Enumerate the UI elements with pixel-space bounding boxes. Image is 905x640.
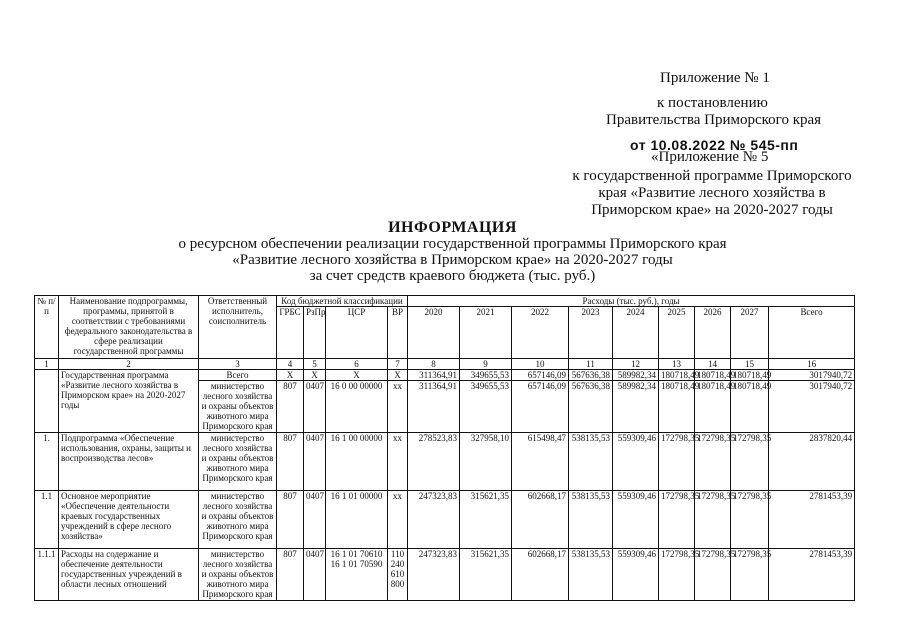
doc-subtitle-1: о ресурсном обеспечении реализации государственной программы Приморского края: [178, 236, 727, 252]
col-resp-header: Ответственный исполнитель, соисполнитель: [199, 296, 277, 359]
value-cell: 602668,17: [512, 549, 569, 601]
row-name: Государственная программа «Развитие лесного хозяйства в Приморском крае» на 2020-2027 годы: [59, 370, 199, 433]
row-grbs: 807: [277, 381, 304, 433]
colnum-cell: 14: [695, 359, 731, 370]
year-header: 2020: [408, 307, 460, 359]
value-cell: 172798,35: [731, 549, 769, 601]
row-rzpr: 0407: [304, 381, 326, 433]
col-csr-header: ЦСР: [326, 307, 388, 359]
year-header: 2026: [695, 307, 731, 359]
row-grbs: X: [277, 370, 304, 381]
program-line-3: Приморском крае» на 2020-2027 годы: [591, 202, 833, 218]
value-cell: 589982,34: [613, 381, 659, 433]
colnum-cell: 3: [199, 359, 277, 370]
col-vr-header: ВР: [388, 307, 408, 359]
row-vr: X: [388, 370, 408, 381]
row-resp: Всего: [199, 370, 277, 381]
resource-table: [34, 295, 855, 601]
value-cell: 559309,46: [613, 433, 659, 491]
value-cell: 349655,53: [460, 370, 512, 381]
value-cell: 180718,49: [695, 381, 731, 433]
year-header: 2021: [460, 307, 512, 359]
value-cell: 538135,53: [569, 433, 613, 491]
row-num: [35, 370, 59, 433]
year-header: 2024: [613, 307, 659, 359]
value-cell: 180718,49: [695, 370, 731, 381]
row-num: 1.: [35, 433, 59, 491]
doc-title-main: ИНФОРМАЦИЯ: [388, 219, 517, 236]
government-label: Правительства Приморского края: [606, 112, 822, 128]
value-cell: 538135,53: [569, 549, 613, 601]
row-csr: 16 1 01 70610 16 1 01 70590: [326, 549, 388, 601]
header-row-1: [35, 296, 855, 307]
value-cell: 315621,35: [460, 491, 512, 549]
row-name: Расходы на содержание и обеспечение деятельности государственных учреждений в области лесных отношений: [59, 549, 199, 601]
row-vr: хх: [388, 491, 408, 549]
row-csr: 16 1 01 00000: [326, 491, 388, 549]
value-cell: 172798,35: [659, 491, 695, 549]
value-cell: 311364,91: [408, 381, 460, 433]
date-stamp: от 10.08.2022 № 545-пп: [630, 137, 799, 153]
row-grbs: 807: [277, 433, 304, 491]
table-row: [35, 433, 855, 491]
row-resp: министерство лесного хозяйства и охраны объектов животного мира Приморского края: [199, 549, 277, 601]
total-cell: 3017940,72: [769, 370, 855, 381]
resolution-label: к постановлению: [657, 95, 768, 111]
row-rzpr: 0407: [304, 549, 326, 601]
row-num: 1.1: [35, 491, 59, 549]
value-cell: 315621,35: [460, 549, 512, 601]
value-cell: 327958,10: [460, 433, 512, 491]
value-cell: 589982,34: [613, 370, 659, 381]
table-row: [35, 549, 855, 601]
colnum-cell: 11: [569, 359, 613, 370]
colnum-cell: 15: [731, 359, 769, 370]
value-cell: 602668,17: [512, 491, 569, 549]
colnum-row: [35, 359, 855, 370]
colnum-cell: 9: [460, 359, 512, 370]
value-cell: 180718,49: [659, 370, 695, 381]
colnum-cell: 8: [408, 359, 460, 370]
appendix5-label: «Приложение № 5: [651, 149, 769, 165]
total-cell: 2781453,39: [769, 549, 855, 601]
colnum-cell: 12: [613, 359, 659, 370]
row-grbs: 807: [277, 549, 304, 601]
row-rzpr: X: [304, 370, 326, 381]
value-cell: 559309,46: [613, 549, 659, 601]
col-code-header: Код бюджетной классификации: [277, 296, 408, 307]
col-num-header: № п/п: [35, 296, 59, 359]
year-header: 2023: [569, 307, 613, 359]
row-csr: X: [326, 370, 388, 381]
row-rzpr: 0407: [304, 491, 326, 549]
colnum-cell: 10: [512, 359, 569, 370]
row-resp: министерство лесного хозяйства и охраны объектов животного мира Приморского края: [199, 381, 277, 433]
value-cell: 349655,53: [460, 381, 512, 433]
table-row: [35, 370, 855, 381]
row-vr: хх: [388, 381, 408, 433]
value-cell: 180718,49: [731, 381, 769, 433]
row-vr: 110 240 610 800: [388, 549, 408, 601]
total-cell: 3017940,72: [769, 381, 855, 433]
total-cell: 2837820,44: [769, 433, 855, 491]
row-rzpr: 0407: [304, 433, 326, 491]
value-cell: 567636,38: [569, 370, 613, 381]
program-line-1: к государственной программе Приморского: [572, 168, 852, 184]
value-cell: 172798,35: [695, 549, 731, 601]
colnum-cell: 5: [304, 359, 326, 370]
value-cell: 172798,35: [695, 491, 731, 549]
value-cell: 247323,83: [408, 549, 460, 601]
row-csr: 16 0 00 00000: [326, 381, 388, 433]
year-header: 2025: [659, 307, 695, 359]
value-cell: 172798,35: [659, 433, 695, 491]
value-cell: 172798,35: [659, 549, 695, 601]
doc-subtitle-2: «Развитие лесного хозяйства в Приморском крае» на 2020-2027 годы: [232, 252, 673, 268]
value-cell: 311364,91: [408, 370, 460, 381]
row-name: Основное мероприятие «Обеспечение деятельности краевых государственных учреждений в сфере лесного хозяйства»: [59, 491, 199, 549]
col-rzpr-header: РзПр: [304, 307, 326, 359]
row-num: 1.1.1: [35, 549, 59, 601]
col-exp-header: Расходы (тыс. руб.), годы: [408, 296, 855, 307]
value-cell: 615498,47: [512, 433, 569, 491]
row-grbs: 807: [277, 491, 304, 549]
colnum-cell: 1: [35, 359, 59, 370]
row-name: Подпрограмма «Обеспечение использования, охраны, защиты и воспроизводства лесов»: [59, 433, 199, 491]
value-cell: 172798,35: [731, 491, 769, 549]
table-row: [35, 491, 855, 549]
appendix-label: Приложение № 1: [660, 70, 770, 86]
value-cell: 172798,35: [695, 433, 731, 491]
colnum-cell: 4: [277, 359, 304, 370]
value-cell: 657146,09: [512, 370, 569, 381]
doc-title: [0, 220, 905, 236]
row-resp: министерство лесного хозяйства и охраны объектов животного мира Приморского края: [199, 433, 277, 491]
colnum-cell: 13: [659, 359, 695, 370]
year-header: 2027: [731, 307, 769, 359]
col-name-header: Наименование подпрограммы, программы, принятой в соответствии с требованиями федерального законодательства в сфере реализации государственной программы: [59, 296, 199, 359]
year-header: 2022: [512, 307, 569, 359]
value-cell: 180718,49: [659, 381, 695, 433]
colnum-cell: 7: [388, 359, 408, 370]
colnum-cell: 16: [769, 359, 855, 370]
value-cell: 657146,09: [512, 381, 569, 433]
value-cell: 559309,46: [613, 491, 659, 549]
program-line-2: края «Развитие лесного хозяйства в: [598, 185, 826, 201]
doc-subtitle-3: за счет средств краевого бюджета (тыс. руб.): [309, 268, 596, 284]
value-cell: 278523,83: [408, 433, 460, 491]
total-header: Всего: [769, 307, 855, 359]
value-cell: 567636,38: [569, 381, 613, 433]
col-grbs-header: ГРБС: [277, 307, 304, 359]
colnum-cell: 6: [326, 359, 388, 370]
total-cell: 2781453,39: [769, 491, 855, 549]
value-cell: 180718,49: [731, 370, 769, 381]
row-csr: 16 1 00 00000: [326, 433, 388, 491]
value-cell: 538135,53: [569, 491, 613, 549]
row-vr: хх: [388, 433, 408, 491]
colnum-cell: 2: [59, 359, 199, 370]
row-resp: министерство лесного хозяйства и охраны объектов животного мира Приморского края: [199, 491, 277, 549]
value-cell: 247323,83: [408, 491, 460, 549]
value-cell: 172798,35: [731, 433, 769, 491]
